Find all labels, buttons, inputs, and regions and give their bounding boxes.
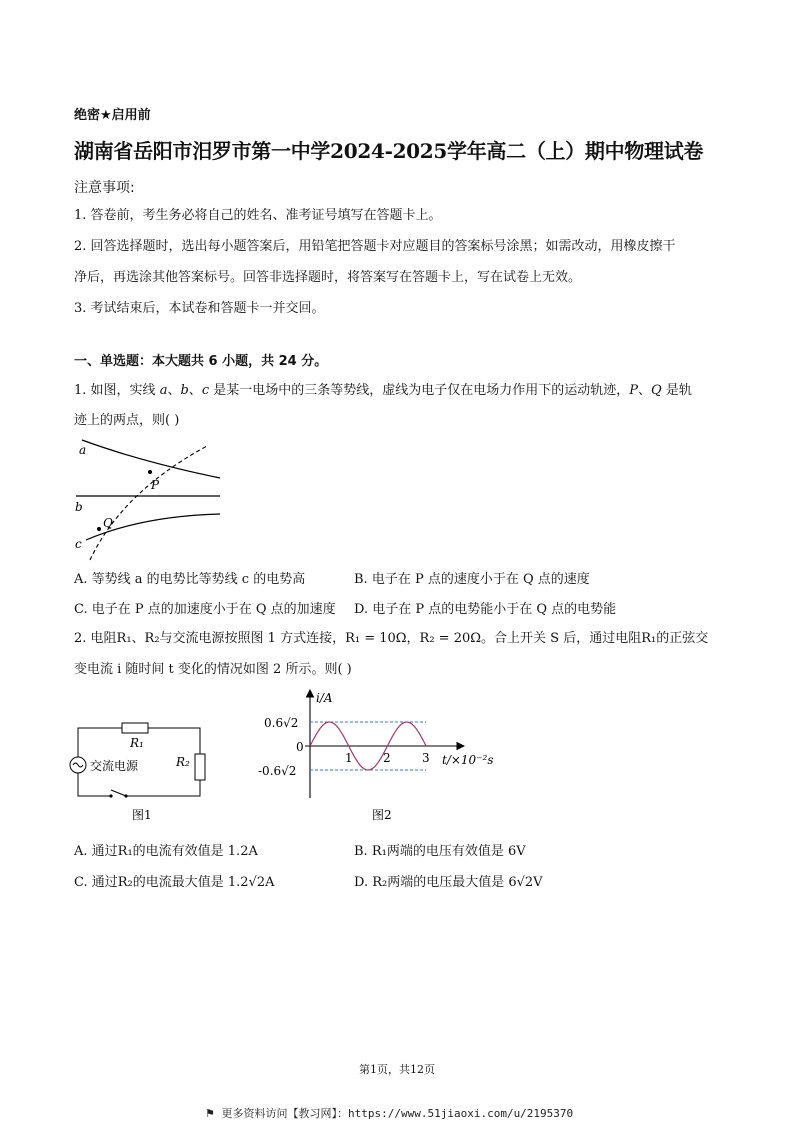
label-Q: Q [103,516,113,530]
exam-title: 湖南省岳阳市汨罗市第一中学2024-2025学年高二（上）期中物理试卷 [74,139,704,163]
r2-label: R₂ [176,755,190,769]
switch-S [111,790,126,796]
q1-option-c[interactable]: C. 电子在 P 点的加速度小于在 Q 点的加速度 [74,602,336,617]
wire-bottom-left [78,773,111,796]
x-tick-1: 1 [345,751,353,765]
label-P: P [151,478,160,492]
x-axis-label: t/×10⁻²s [442,753,494,767]
q2-current-graph [250,686,520,826]
y-max-label: 0.6√2 [264,716,299,730]
wire-right-top [148,728,200,754]
promo-text[interactable]: 更多资料访问【教习网】：https://www.51jiaoxi.com/u/2195370 [221,1107,574,1120]
q1-stem-line1: 1. 如图，实线 a、b、c 是某一电场中的三条等势线，虚线为电子仅在电场力作用下的运动轨迹，P、Q 是轨 [74,383,692,398]
label-c: c [75,537,82,551]
r1-label: R₁ [130,736,144,750]
q2-option-c[interactable]: C. 通过R₂的电流最大值是 1.2√2A [74,875,275,890]
q1-field-figure [72,432,232,562]
confidential-mark: 绝密★启用前 [74,108,151,123]
notice-item-2: 2. 回答选择题时，选出每小题答案后，用铅笔把答题卡对应题目的答案标号涂黑；如需改动，用橡皮擦干 [74,239,676,254]
section-heading: 一、单选题：本大题共 6 小题，共 24 分。 [74,354,328,369]
notice-item-1: 1. 答卷前，考生务必将自己的姓名、准考证号填写在答题卡上。 [74,208,442,223]
q2-stem-line2: 变电流 i 随时间 t 变化的情况如图 2 所示。则( ) [74,662,352,677]
fig2-caption: 图2 [372,808,392,822]
q2-stem-line1: 2. 电阻R₁、R₂与交流电源按照图 1 方式连接，R₁ = 10Ω，R₂ = 20Ω。合上开关 S 后，通过电阻R₁的正弦交 [74,631,709,646]
q1-option-d[interactable]: D. 电子在 P 点的电势能小于在 Q 点的电势能 [354,602,617,617]
resistor-R2 [195,754,205,780]
q2-option-a[interactable]: A. 通过R₁的电流有效值是 1.2A [74,844,258,859]
label-a: a [79,443,87,457]
notice-heading: 注意事项: [74,180,135,196]
y-zero-label: 0 [296,740,304,754]
source-label: 交流电源 [90,759,139,773]
electron-trajectory [90,446,207,560]
q2-option-b[interactable]: B. R₁两端的电压有效值是 6V [354,844,526,859]
q1-option-b[interactable]: B. 电子在 P 点的速度小于在 Q 点的速度 [354,572,590,587]
point-Q-dot [97,527,101,531]
x-tick-3: 3 [422,751,430,765]
page-number: 第1页，共12页 [359,1063,435,1076]
notice-item-3: 3. 考试结束后，本试卷和答题卡一并交回。 [74,301,325,316]
wire-bottom-right [126,780,200,796]
y-axis-label: i/A [316,691,333,705]
q2-circuit-figure [64,710,224,825]
resistor-R1 [122,723,148,733]
q1-option-a[interactable]: A. 等势线 a 的电势比等势线 c 的电势高 [74,572,306,587]
flag-icon: ⚑ [205,1107,215,1120]
notice-item-2-cont: 净后，再选涂其他答案标号。回答非选择题时，将答案写在答题卡上，写在试卷上无效。 [74,270,582,285]
promo-line[interactable] [205,1105,573,1121]
label-b: b [75,500,83,514]
y-min-label: -0.6√2 [258,764,297,778]
fig1-caption: 图1 [132,808,152,822]
x-tick-2: 2 [383,751,391,765]
q2-option-d[interactable]: D. R₂两端的电压最大值是 6√2V [354,875,543,890]
q1-stem-line2: 迹上的两点，则( ) [74,413,180,428]
point-P-dot [148,470,152,474]
